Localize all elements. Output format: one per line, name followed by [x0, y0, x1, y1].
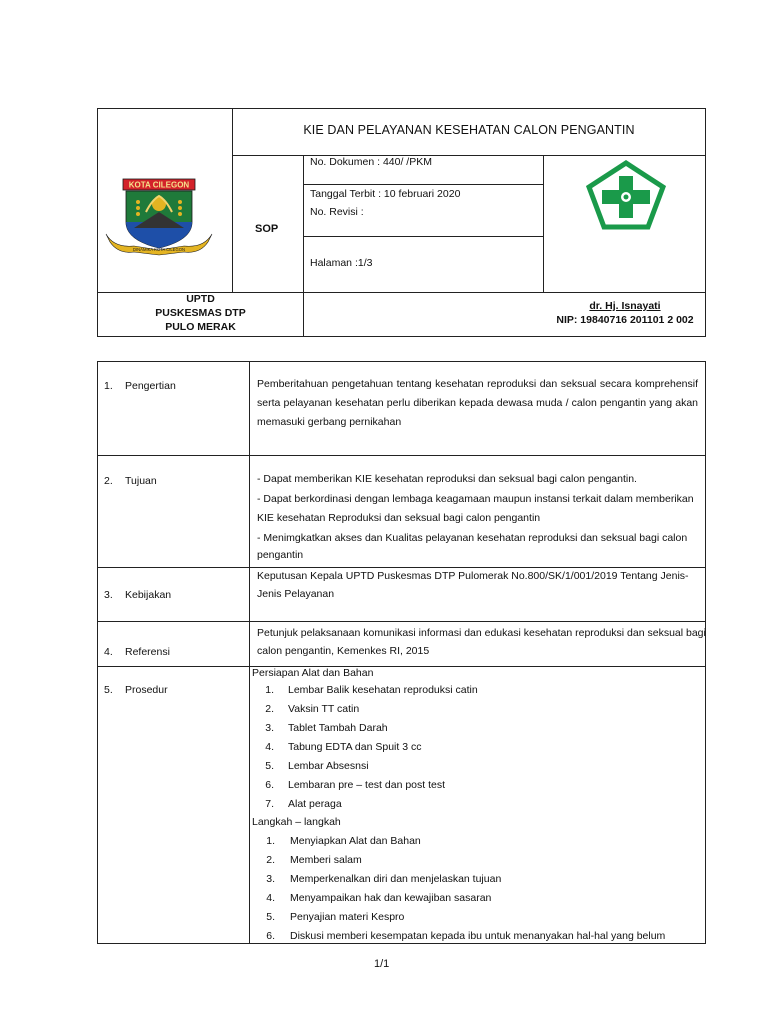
kebijakan-number: 3. [104, 589, 113, 601]
list-item-number: 6. [266, 930, 275, 942]
pengertian-label: Pengertian [125, 380, 176, 392]
list-item-number: 6. [265, 779, 274, 791]
kebijakan-label: Kebijakan [125, 589, 172, 601]
kebijakan-line-1: Keputusan Kepala UPTD Puskesmas DTP Pulomerak No.800/SK/1/001/2019 Tentang Jenis- [257, 570, 689, 582]
list-item-number: 4. [266, 892, 275, 904]
list-item: Memperkenalkan diri dan menjelaskan tujuan [290, 873, 502, 885]
logo-city-name: KOTA CILEGON [128, 180, 190, 190]
tujuan-label: Tujuan [125, 475, 157, 487]
list-item-number: 7. [265, 798, 274, 810]
list-item: Alat peraga [288, 798, 342, 810]
list-item: Menyiapkan Alat dan Bahan [290, 835, 421, 847]
referensi-label: Referensi [125, 646, 170, 658]
persiapan-title: Persiapan Alat dan Bahan [252, 667, 374, 679]
org-puskesmas: PUSKESMAS DTP [155, 307, 246, 319]
org-pulo-merak: PULO MERAK [165, 321, 236, 333]
tujuan-number: 2. [104, 475, 113, 487]
signer-nip: NIP: 19840716 201101 2 002 [556, 314, 694, 326]
list-item-number: 4. [265, 741, 274, 753]
prosedur-label: Prosedur [125, 684, 168, 696]
list-item: Lembar Balik kesehatan reproduksi catin [288, 684, 478, 696]
list-item: Lembaran pre – test dan post test [288, 779, 446, 791]
kebijakan-line-2: Jenis Pelayanan [257, 588, 335, 600]
referensi-number: 4. [104, 646, 113, 658]
tujuan-line-3: KIE kesehatan Reproduksi dan seksual bagi calon pengantin [257, 512, 541, 524]
puskesmas-logo [586, 160, 666, 230]
prosedur-number: 5. [104, 684, 113, 696]
list-item-number: 1. [266, 835, 275, 847]
tanggal-terbit: Tanggal Terbit : 10 februari 2020 [310, 188, 461, 200]
tujuan-line-2: - Dapat berkordinasi dengan lembaga keagamaan maupun instansi terkait dalam memberikan [257, 493, 694, 505]
signer-name: dr. Hj. Isnayati [589, 300, 661, 312]
list-item-number: 3. [265, 722, 274, 734]
page-counter: 1/1 [374, 958, 390, 970]
halaman: Halaman :1/3 [310, 257, 373, 269]
langkah-title: Langkah – langkah [252, 816, 341, 828]
referensi-line-2: calon pengantin, Kemenkes RI, 2015 [257, 645, 430, 657]
list-item: Lembar Absesnsi [288, 760, 369, 772]
tujuan-line-1: - Dapat memberikan KIE kesehatan reproduksi dan seksual bagi calon pengantin. [257, 473, 637, 485]
no-revisi: No. Revisi : [310, 206, 364, 218]
sop-label: SOP [255, 223, 279, 235]
list-item: Tablet Tambah Darah [288, 722, 388, 734]
document-title: KIE DAN PELAYANAN KESEHATAN CALON PENGANTIN [303, 123, 635, 137]
list-item: Penyajian materi Kespro [290, 911, 405, 923]
tujuan-line-4: - Menimgkatkan akses dan Kualitas pelayanan kesehatan reproduksi dan seksual bagi calon [257, 532, 688, 544]
logo-motto: DINAMIKA KOTA CILEGON [132, 247, 186, 252]
list-item-number: 5. [266, 911, 275, 923]
list-item: Tabung EDTA dan Spuit 3 cc [288, 741, 422, 753]
list-item: Vaksin TT catin [288, 703, 360, 715]
pengertian-text: Pemberitahuan pengetahuan tentang kesehatan reproduksi dan seksual secara komprehensif serta pelayanan kesehatan perlu diberikan kepada dewasa muda / calon pengantin yang akan memasuki gerbang pernikahan [257, 378, 698, 428]
doc-number: No. Dokumen : 440/ /PKM [310, 156, 432, 168]
list-item: Menyampaikan hak dan kewajiban sasaran [290, 892, 492, 904]
kota-cilegon-logo [104, 178, 214, 256]
tujuan-line-5: pengantin [257, 549, 304, 561]
list-item-number: 1. [265, 684, 274, 696]
pengertian-number: 1. [104, 380, 113, 392]
list-item-number: 2. [266, 854, 275, 866]
list-item: Diskusi memberi kesempatan kepada ibu untuk menanyakan hal-hal yang belum [290, 930, 666, 942]
list-item-number: 2. [265, 703, 274, 715]
list-item-number: 3. [266, 873, 275, 885]
list-item: Memberi salam [290, 854, 362, 866]
list-item-number: 5. [265, 760, 274, 772]
referensi-line-1: Petunjuk pelaksanaan komunikasi informasi dan edukasi kesehatan reproduksi dan seksual bagi [257, 627, 706, 639]
org-uptd: UPTD [186, 293, 215, 305]
